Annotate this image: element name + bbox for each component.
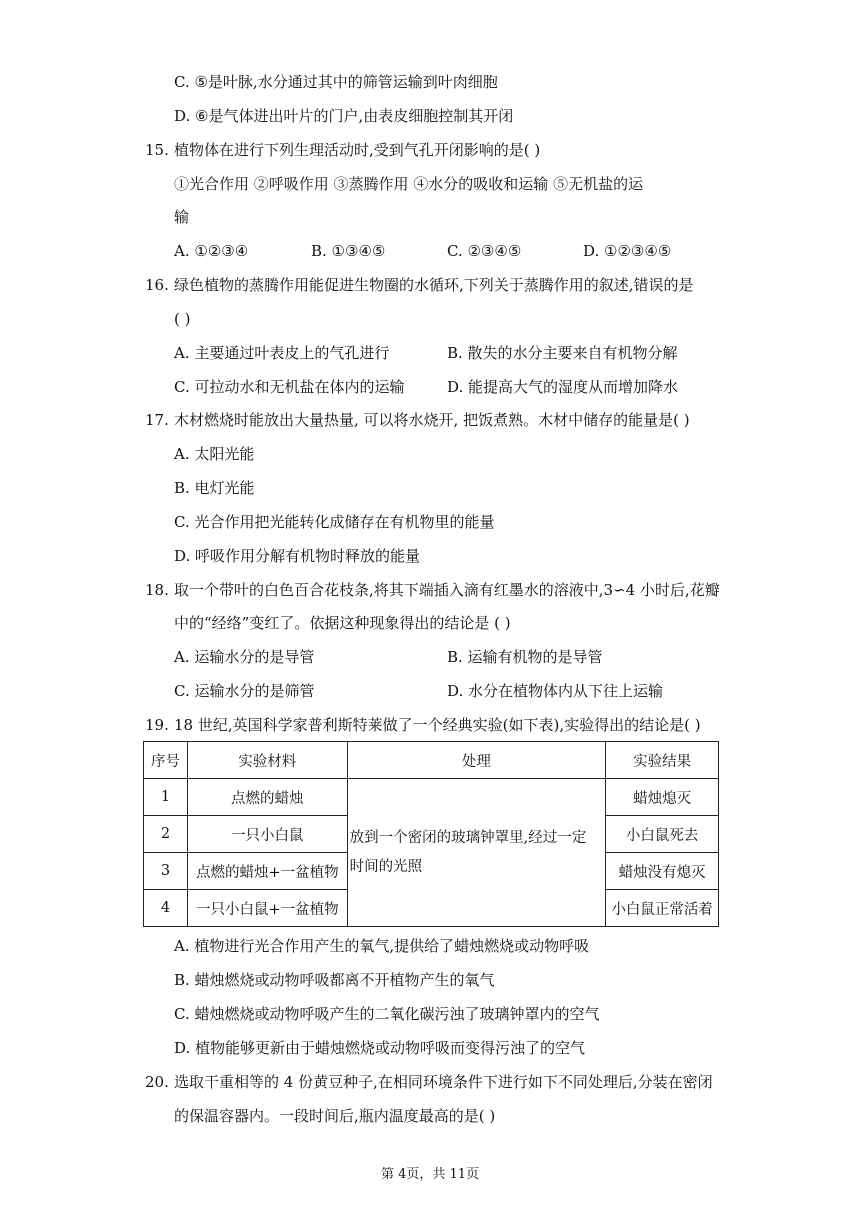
table-header-cell: 实验结果 xyxy=(606,742,719,779)
row-material: 点燃的蜡烛 xyxy=(187,779,347,816)
q19-option-d: D. 植物能够更新由于蜡烛燃烧或动物呼吸而变得污浊了的空气 xyxy=(174,1039,586,1057)
page-footer: 第 4页，共 11页 xyxy=(380,1167,480,1182)
process-line: 时间的光照 xyxy=(349,858,423,875)
q15-items-cont: 输 xyxy=(174,208,190,226)
q15-option-d: D. ①②③④⑤ xyxy=(583,242,672,260)
experiment-table xyxy=(143,741,719,927)
row-result: 小白鼠正常活着 xyxy=(606,890,719,927)
q15-number: 15. xyxy=(145,141,169,159)
table-header-cell: 处理 xyxy=(347,742,606,779)
q19-number: 19. xyxy=(145,716,169,734)
q19-option-c: C. 蜡烛燃烧或动物呼吸产生的二氧化碳污浊了玻璃钟罩内的空气 xyxy=(174,1005,600,1023)
q16-stem: 绿色植物的蒸腾作用能促进生物圈的水循环,下列关于蒸腾作用的叙述,错误的是 xyxy=(174,276,694,294)
q18-option-b: B. 运输有机物的是导管 xyxy=(447,648,603,666)
table-header-row xyxy=(144,742,719,779)
q19-option-b: B. 蜡烛燃烧或动物呼吸都离不开植物产生的氧气 xyxy=(174,971,495,989)
row-result: 蜡烛熄灭 xyxy=(606,779,719,816)
q19-stem: 18 世纪,英国科学家普利斯特莱做了一个经典实验(如下表),实验得出的结论是( ) xyxy=(174,716,701,734)
row-material: 点燃的蜡烛+一盆植物 xyxy=(187,853,347,890)
q18-stem: 取一个带叶的白色百合花枝条,将其下端插入滴有红墨水的溶液中,3∽4 小时后,花瓣 xyxy=(174,581,720,599)
q16-option-b: B. 散失的水分主要来自有机物分解 xyxy=(447,344,678,362)
row-material: 一只小白鼠 xyxy=(187,816,347,853)
q15-option-c: C. ②③④⑤ xyxy=(447,242,522,260)
row-result: 小白鼠死去 xyxy=(606,816,719,853)
q17-option-a: A. 太阳光能 xyxy=(174,445,255,463)
q15-option-a: A. ①②③④ xyxy=(174,242,249,260)
q16-number: 16. xyxy=(145,276,169,294)
q15-option-b: B. ①③④⑤ xyxy=(311,242,386,260)
q16-paren: ( ) xyxy=(174,310,191,328)
q14-option-c: C. ⑤是叶脉,水分通过其中的筛管运输到叶肉细胞 xyxy=(174,73,498,91)
row-number: 1 xyxy=(144,779,188,816)
table-row xyxy=(144,779,719,816)
table-header-cell: 实验材料 xyxy=(187,742,347,779)
row-number: 2 xyxy=(144,816,188,853)
process-cell xyxy=(347,779,606,927)
q18-stem-cont: 中的“经络”变红了。依据这种现象得出的结论是 ( ) xyxy=(174,614,511,632)
q17-option-b: B. 电灯光能 xyxy=(174,479,255,497)
row-result: 蜡烛没有熄灭 xyxy=(606,853,719,890)
table-header-cell: 序号 xyxy=(144,742,188,779)
q16-option-d: D. 能提高大气的湿度从而增加降水 xyxy=(447,378,679,396)
q18-option-c: C. 运输水分的是筛管 xyxy=(174,682,315,700)
q17-number: 17. xyxy=(145,411,169,429)
q14-option-d: D. ⑥是气体进出叶片的门户,由表皮细胞控制其开闭 xyxy=(174,107,514,125)
q20-number: 20. xyxy=(145,1073,169,1091)
q17-option-c: C. 光合作用把光能转化成储存在有机物里的能量 xyxy=(174,513,495,531)
q18-option-a: A. 运输水分的是导管 xyxy=(174,648,315,666)
q16-option-c: C. 可拉动水和无机盐在体内的运输 xyxy=(174,378,405,396)
row-material: 一只小白鼠+一盆植物 xyxy=(187,890,347,927)
q15-items: ①光合作用 ②呼吸作用 ③蒸腾作用 ④水分的吸收和运输 ⑤无机盐的运 xyxy=(174,175,644,193)
q17-option-d: D. 呼吸作用分解有机物时释放的能量 xyxy=(174,547,421,565)
row-number: 3 xyxy=(144,853,188,890)
process-line: 放到一个密闭的玻璃钟罩里,经过一定 xyxy=(349,829,587,846)
q17-stem: 木材燃烧时能放出大量热量, 可以将水烧开, 把饭煮熟。木材中储存的能量是( ) xyxy=(174,411,690,429)
q20-stem: 选取干重相等的 4 份黄豆种子,在相同环境条件下进行如下不同处理后,分装在密闭 xyxy=(174,1073,713,1091)
q19-option-a: A. 植物进行光合作用产生的氧气,提供给了蜡烛燃烧或动物呼吸 xyxy=(174,937,590,955)
q16-option-a: A. 主要通过叶表皮上的气孔进行 xyxy=(174,344,390,362)
q20-stem-cont: 的保温容器内。一段时间后,瓶内温度最高的是( ) xyxy=(174,1107,496,1125)
q15-stem: 植物体在进行下列生理活动时,受到气孔开闭影响的是( ) xyxy=(174,141,541,159)
row-number: 4 xyxy=(144,890,188,927)
q18-option-d: D. 水分在植物体内从下往上运输 xyxy=(447,682,664,700)
q18-number: 18. xyxy=(145,581,169,599)
